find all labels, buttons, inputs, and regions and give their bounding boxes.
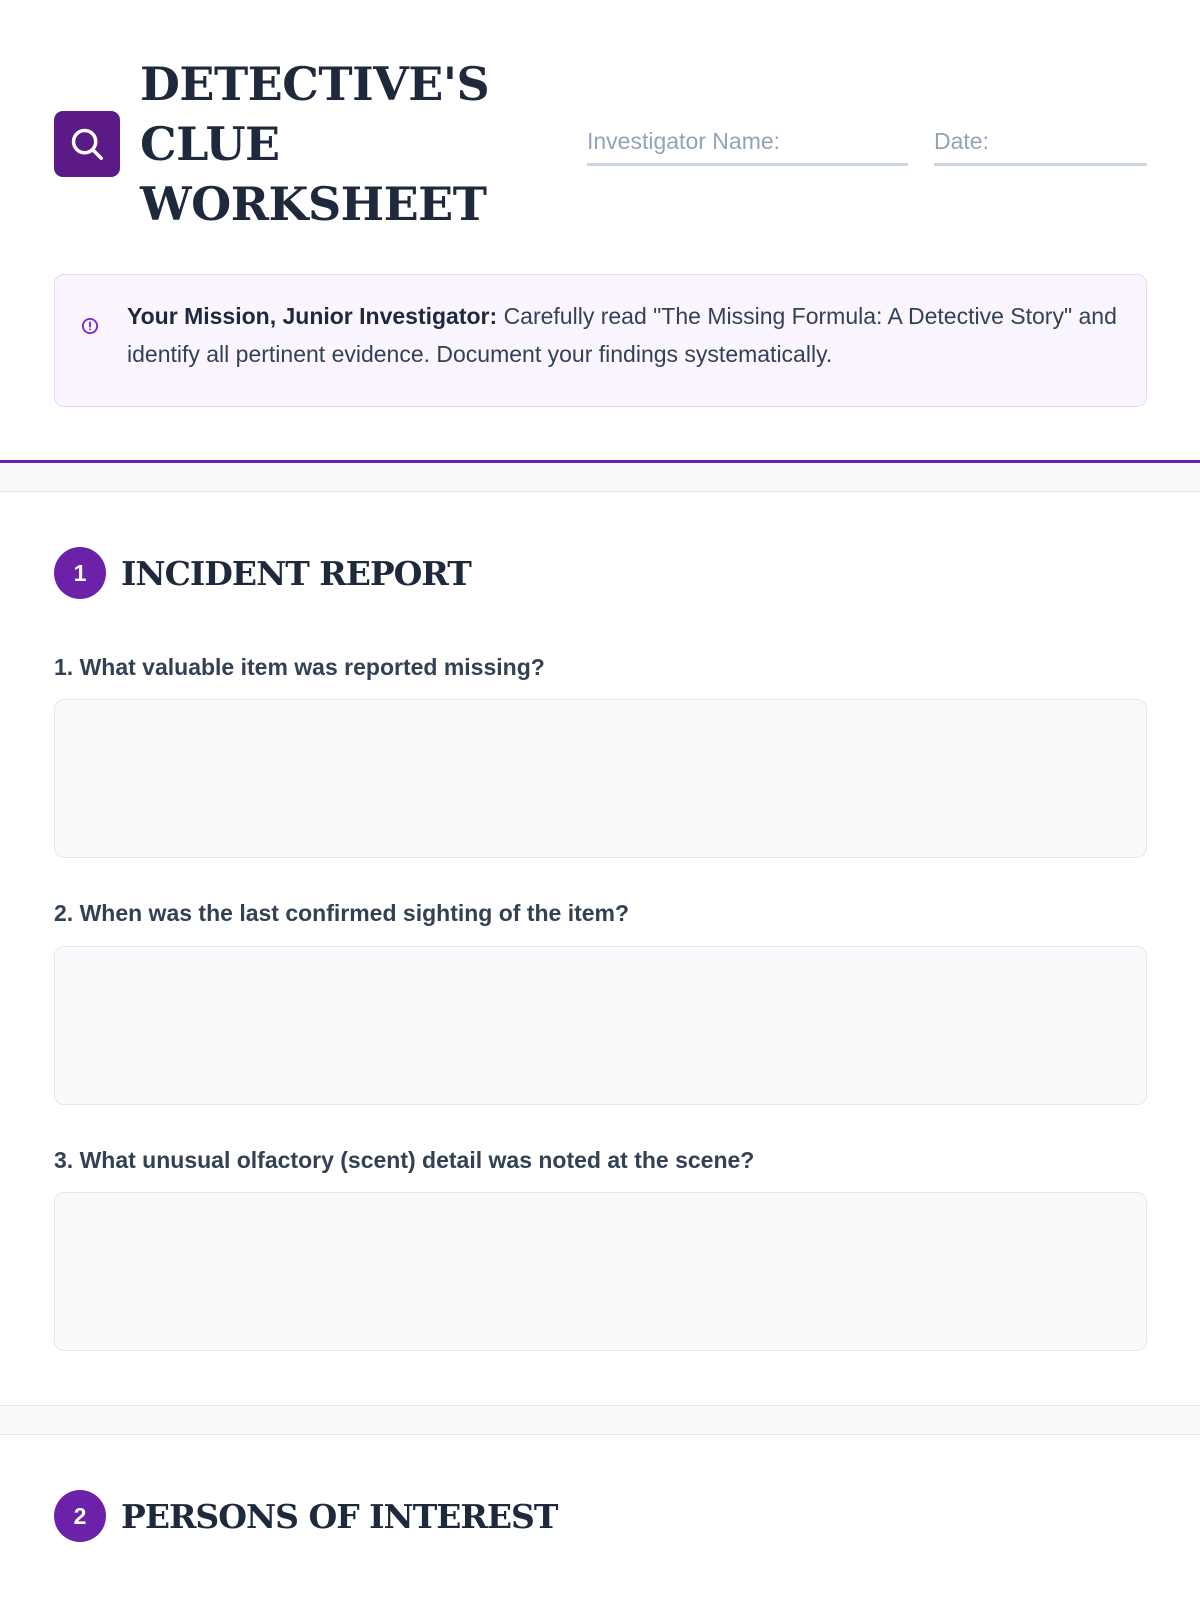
- date-field[interactable]: [934, 124, 1147, 166]
- title-line: CLUE: [140, 117, 280, 171]
- section-title: INCIDENT REPORT: [121, 553, 471, 593]
- question-label: 2. When was the last confirmed sighting of the item?: [54, 900, 630, 926]
- info-circle-icon: [81, 317, 99, 335]
- section-header-persons-of-interest: [54, 1489, 557, 1543]
- magnifier-icon: [68, 125, 106, 163]
- section-header-incident-report: [54, 546, 471, 600]
- mission-text: [127, 297, 1117, 373]
- question-label: 3. What unusual olfactory (scent) detail was noted at the scene?: [54, 1147, 755, 1173]
- mission-lead: Your Mission, Junior Investigator:: [127, 303, 498, 329]
- worksheet-header: [54, 54, 1147, 239]
- mission-callout: [54, 274, 1147, 407]
- section-separator: [0, 1405, 1200, 1435]
- title-line: DETECTIVE'S: [140, 57, 490, 111]
- logo-badge: [54, 111, 120, 177]
- answer-box[interactable]: [54, 699, 1147, 858]
- investigator-name-label: Investigator Name:: [587, 128, 781, 154]
- question-label: 1. What valuable item was reported missing?: [54, 654, 545, 680]
- page-title: [140, 54, 520, 234]
- title-line: WORKSHEET: [140, 177, 487, 231]
- date-label: Date:: [934, 128, 989, 154]
- section-title: PERSONS OF INTEREST: [121, 1496, 558, 1536]
- mission-body: Carefully read "The Missing Formula: A Detective Story" and identify all pertinent evidence. Document your findings systematically.: [127, 303, 1117, 367]
- section-number-badge: 1: [54, 547, 106, 599]
- investigator-name-field[interactable]: [587, 124, 908, 166]
- section-number-badge: 2: [54, 1490, 106, 1542]
- answer-box[interactable]: [54, 946, 1147, 1105]
- section-separator: [0, 463, 1200, 492]
- answer-box[interactable]: [54, 1192, 1147, 1351]
